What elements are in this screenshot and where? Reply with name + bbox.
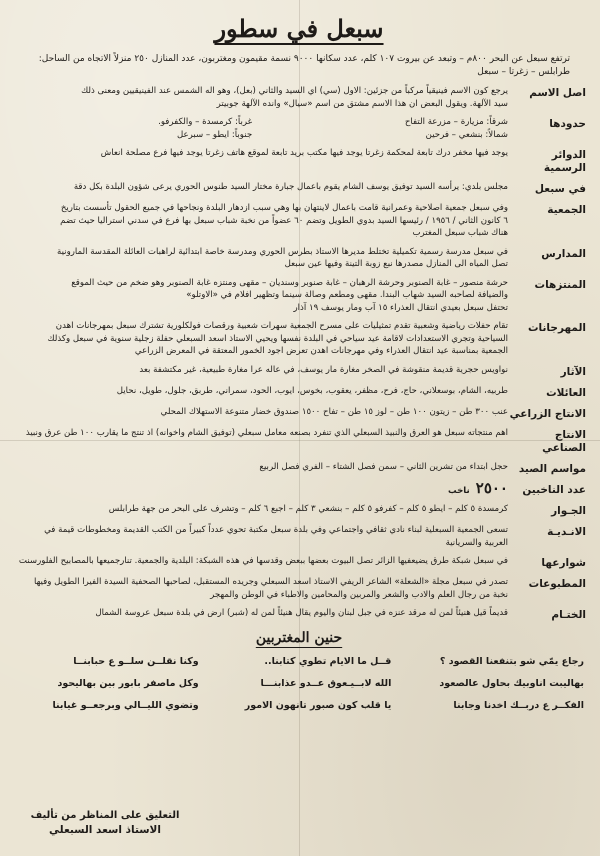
page-title: سبعل في سطور xyxy=(214,14,384,43)
voter-count xyxy=(16,478,508,498)
section-row xyxy=(10,320,588,358)
poem-verse: يا قلب كون صبور تانهون الامور xyxy=(244,700,392,711)
section-line: تسعى الجمعية السبعلية لبناء نادي ثقافي واجتماعي وفي بلدة سبعل مكتبة تحوي عدداً كبيراً من الكتب القديمة ومخطوطات قيمة في xyxy=(44,525,508,535)
section-row xyxy=(10,85,588,110)
section-line: تحتفل سبعل بعيدي انتقال العذراء ١٥ آب ومار يوسف ١٩ آذار xyxy=(293,302,508,313)
voter-count-suffix: ناخب xyxy=(448,485,470,496)
section-line: نواويس حجرية قديمة منقوشة في الصخر مغارة مار يوسف، في عاله عرا مغارة طبيعية، غير مكتشفة بعد xyxy=(139,364,508,375)
section-row xyxy=(10,116,588,141)
section-label: الدوائر الرسمية xyxy=(543,149,586,174)
document-body xyxy=(10,8,588,716)
section-line: هناك شباب سبعل المغترب xyxy=(412,228,508,238)
section-label: في سبعل xyxy=(534,183,586,195)
border-pair xyxy=(16,129,508,142)
section-label: المطبوعات xyxy=(528,578,586,590)
section-content xyxy=(10,406,508,419)
border-entry: غرباً: كرمسدة – والكفرفو. xyxy=(158,117,253,127)
poem-verse: قــل ما الايام تطوي كتابنا.. xyxy=(264,656,392,667)
section-label: الانـديـة xyxy=(547,526,586,538)
diaspora-poem xyxy=(10,652,588,716)
section-row xyxy=(10,478,588,498)
section-row xyxy=(10,607,588,622)
section-line: حجل ابتداء من تشرين الثاني – سمن فصل الشتاء – الفري فصل الربيع xyxy=(259,461,508,472)
section-line: كرمسدة ٥ كلم – ايطو ٥ كلم – كفرفو ٥ كلم – بنشعي ٣ كلم – اجبع ٦ كلم – وتشرف على البحر من جهة طرابلس xyxy=(108,504,508,514)
section-content xyxy=(10,478,508,498)
diaspora-title: حنين المغتربين xyxy=(255,630,343,646)
section-content xyxy=(10,607,508,620)
section-line: في سبعل شبكة طرق يضيعفيها الزائر تصل البيوت بعضها ببعض وقدسها في هذه الشبكة: البلدية والجمعية. تنارجميعها بالمصابيح الفلورسنت xyxy=(18,556,508,566)
section-label: عدد الناخبين xyxy=(522,483,586,496)
section-line: قديماً قيل هنيئاً لمن له مرقد عنزه في جبل لبنان واليوم يقال هنيئاً لمن له (شبر) ارض في بلدة سبعل عروسة الشمال xyxy=(95,608,508,618)
section-line: وفي سبعل جمعية اصلاحية وعمرانية قامت باعمال لاينتهان بها وهي سبب ازدهار البلدة ونجاحها في جميع الحقول تأسست بتاريخ xyxy=(60,203,508,213)
section-label: الانتاج الصناعي xyxy=(542,428,586,454)
section-content xyxy=(10,555,508,568)
section-content xyxy=(10,320,508,358)
section-content xyxy=(10,181,508,194)
section-line: السياحية وتجري الاستعدادات لاقامة عيد سياحي في البلدة نفسها ويحيي الاستاذ اسعد السبعلي حفلة زجلية سنوية في سبعل وكذلك xyxy=(47,333,508,344)
section-line: مجلس بلدي: يرأسه السيد توفيق يوسف الشام يقوم باعمال جبارة مختار السيد طنوس الحوري يرعى شؤون البلدة بكل دقة xyxy=(73,182,508,192)
section-row xyxy=(10,524,588,549)
signature-caption: التعليق على المناظر من تأليف xyxy=(30,810,180,821)
poem-verse: وكنا نقلــن سلــو ع حبابنــا xyxy=(73,656,199,667)
section-label: المدارس xyxy=(541,247,586,260)
section-label: الانتاج الزراعي xyxy=(509,407,586,420)
sections-list xyxy=(10,85,588,622)
section-line: عنب ٣٠٠ طن – زيتون ١٠٠ طن – لوز ١٥ طن – تفاح ١٥٠٠ صندوق خضار متنوعة الاستهلاك المحلي xyxy=(160,406,508,417)
poem-verse: بهاليبت اناوبيك بحاول عالصعود xyxy=(439,678,584,689)
section-content xyxy=(10,147,508,160)
section-label: حدودها xyxy=(549,118,586,130)
voter-count-number: ٢٥٠٠ xyxy=(475,478,508,497)
section-label: الآثار xyxy=(560,365,586,378)
section-content xyxy=(10,202,508,240)
section-row xyxy=(10,427,588,455)
section-label: اصل الاسم xyxy=(529,87,586,99)
section-row xyxy=(10,576,588,601)
section-row xyxy=(10,181,588,196)
section-line: حرشة منصور – غابة الصنوبر وحرشة الرهبان – غابة صنوبر وسنديان – مقهى ومنتزه غابة الصنوبر وهو ضخم من حيث الموقع xyxy=(71,277,508,288)
section-content xyxy=(10,524,508,549)
section-line: يوجد فيها مخفر درك تابعة لمحكمة زغرتا يوجد فيها مكتب بريد تابعة لموقع هاتف زغرتا يوجد فيها فرع مصلحة انعاش xyxy=(100,148,508,158)
section-row xyxy=(10,461,588,476)
section-content xyxy=(10,461,508,474)
intro-paragraph: ترتفع سبعل عن البحر ٨٠٠م – وتبعد عن بيروت ١٠٧ كلم، عدد سكانها ٩٠٠٠ نسمة مقيمون ومغتربون، عدد المنازل ٢٥٠ منزلاً الاتجاه من الساحل: طرابلس – زغرتا – سبعل xyxy=(38,54,570,77)
section-line: في سبعل مدرسة رسمية تكميلية تختلط مديرها الاستاذ بطرس الحوري ومدرسة خاصة ابتدائية لراهبات العائلة المقدسة المارونية xyxy=(56,246,508,257)
signature-author: الاستاذ اسعد السبعلي xyxy=(49,824,161,836)
section-line: ٦ كانون الثاني / ١٩٥٦ / رئيسها السيد بدوي الطويل وتضم ٦٠ عضواً من نخبة شباب سبعل بها فرع في سدني استراليا حيث تضم xyxy=(60,215,508,226)
section-line: تصدر في سبعل مجلة «الشعلة» الشاعر الريفي الاستاذ اسعد السبعلي وجريده المستقبل، لصاحبها الصحفية السيدة الفيرا الطويل وفيها xyxy=(33,577,508,587)
section-content xyxy=(10,277,508,315)
border-entry: شرقاً: مزيارة – مزرعة التفاح xyxy=(404,117,508,127)
section-label: الختـام xyxy=(551,609,586,621)
section-line: تصل المياه الى المنازل مصدرها نبع زوبة التينة وفيها عين سبعل xyxy=(284,259,508,269)
section-line: تقام حفلات رياضية وشعبية تقدم تمثيليات على مسرح الجمعية سهرات شعبية ورقصات فولكلورية تشترك سبعل بمهرجانات اهدن xyxy=(55,321,508,331)
border-entry: شمالاً: بنشعي – فرحين xyxy=(425,129,508,140)
section-content xyxy=(10,85,508,110)
section-line: الجمعية بمناسبة عيد انتقال العذراء وفي مهرجانات اهدن تعرض اجود الخمور المعتقة في المعرض الزراعي xyxy=(134,346,508,356)
section-label: المنتزهات xyxy=(534,278,586,291)
section-content xyxy=(10,427,508,440)
section-label: المهرجانات xyxy=(528,322,586,334)
border-entry: جنوباً: ايطو – سبرعل xyxy=(176,129,253,140)
section-row xyxy=(10,555,588,570)
border-pair xyxy=(16,116,508,129)
section-content xyxy=(10,364,508,377)
section-row xyxy=(10,246,588,271)
section-content xyxy=(10,385,508,398)
section-line: والضيافة لصاحبه السيد شهاب البندا. مقهى ومطعم وصالة سينما وتظهير افلام في «الاوتلو» xyxy=(186,290,508,300)
section-label: الجمعية xyxy=(547,204,586,216)
signature-block xyxy=(20,810,190,836)
poem-verse: وكل ماصفر بابور بين بهاليحود xyxy=(57,678,199,689)
section-line: سيد الآلهة. ويقول البعض ان هذا الاسم مشتق من اسم «سيال» وانده الآلهة جوبيتر xyxy=(216,98,508,109)
section-row xyxy=(10,406,588,421)
section-row xyxy=(10,385,588,400)
section-line: العربية والسريانية xyxy=(445,537,508,548)
section-line: يرجع كون الاسم فينيقياً مركباً من جزئين: الاول (سي) اي السيد والثاني (بعل)، وهو اله الشمس عند الفينيقيين ومعنى ذلك xyxy=(81,86,508,96)
poem-verse: الفكــر ع دربــك اخدنا وجابنا xyxy=(453,700,584,711)
section-row xyxy=(10,277,588,315)
section-row xyxy=(10,503,588,518)
section-line: اهم منتجاته سبعل هو العرق والنبيذ السبعلي الذي تنفرد بصنعه معامل سبعلي (توفيق الشام واخوانه) اذ تنتج ما يقارب ١٠٠ طن عرق ونبيذ xyxy=(25,427,508,438)
section-label: الجـوار xyxy=(551,505,586,517)
section-content xyxy=(10,246,508,271)
section-content xyxy=(10,503,508,516)
poem-verse: وتضوي الليــالي وبرجعــو غيابنا xyxy=(52,700,199,711)
poem-verse: الله لابــيـعوق عــدو عذابنـــا xyxy=(260,678,392,689)
section-label: العائلات xyxy=(546,386,586,399)
poem-verse: رجاع يمّي شو بتنفعنا القصود ؟ xyxy=(439,656,584,667)
section-row xyxy=(10,147,588,175)
section-row xyxy=(10,364,588,379)
section-line: نخبة من رجال العلم والادب والشعر والمربين والمحامين والاطباء في الوطن والمهجر xyxy=(210,589,508,600)
section-label: مواسم الصيد xyxy=(518,462,586,475)
section-content xyxy=(10,116,508,141)
section-row xyxy=(10,202,588,240)
section-line: طربيه، الشام، بوسعلاني، حاج، فرح، مظفر، يعقوب، بخوس، ايوب، الحود، سمراني، طربق، جلول، طويل، نحايل xyxy=(116,385,508,396)
section-content xyxy=(10,576,508,601)
section-label: شوارعها xyxy=(541,557,586,569)
